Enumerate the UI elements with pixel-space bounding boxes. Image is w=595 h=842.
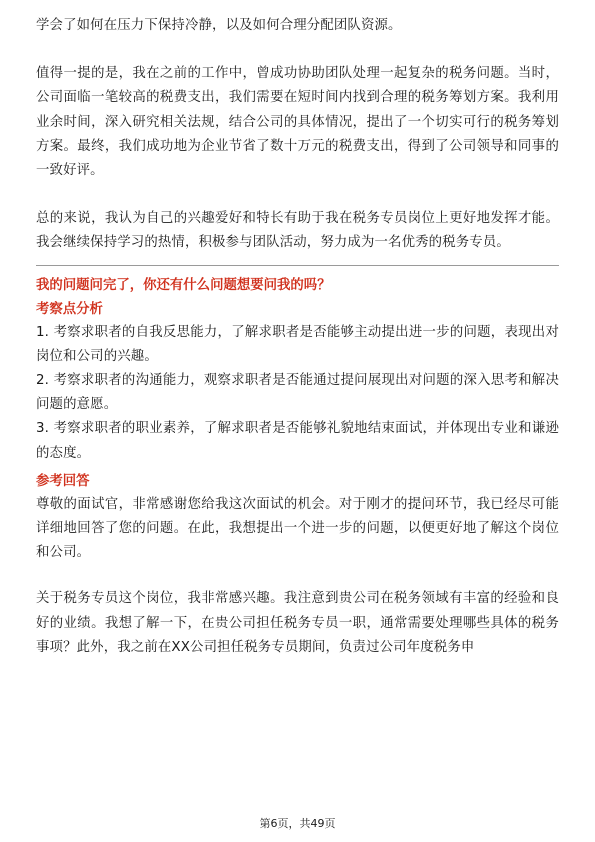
analysis-item: 1. 考察求职者的自我反思能力，了解求职者是否能够主动提出进一步的问题，表现出对岗位和公司的兴趣。 bbox=[36, 324, 559, 364]
paragraph-summary: 总的来说，我认为自己的兴趣爱好和特长有助于我在税务专员岗位上更好地发挥才能。我会继续保持学习的热情，积极参与团队活动，努力成为一名优秀的税务专员。 bbox=[36, 211, 559, 251]
analysis-item: 3. 考察求职者的职业素养，了解求职者是否能够礼貌地结束面试，并体现出专业和谦逊的态度。 bbox=[36, 421, 559, 461]
answer-paragraph: 关于税务专员这个岗位，我非常感兴趣。我注意到贵公司在税务领域有丰富的经验和良好的业绩。我想了解一下，在贵公司担任税务专员一职，通常需要处理哪些具体的税务事项？此外，我之前在XX公司担任税务专员期间，负责过公司年度税务申 bbox=[36, 591, 559, 655]
paragraph-tax-example: 值得一提的是，我在之前的工作中，曾成功协助团队处理一起复杂的税务问题。当时，公司面临一笔较高的税费支出，我们需要在短时间内找到合理的税务筹划方案。我利用业余时间，深入研究相关法规，结合公司的具体情况，提出了一个切实可行的税务筹划方案。最终，我们成功地为企业节省了数十万元的税费支出，得到了公司领导和同事的一致好评。 bbox=[36, 66, 559, 179]
paragraph-intro-end: 学会了如何在压力下保持冷静，以及如何合理分配团队资源。 bbox=[36, 18, 402, 33]
answer-heading: 参考回答 bbox=[36, 473, 90, 489]
analysis-item: 2. 考察求职者的沟通能力，观察求职者是否能通过提问展现出对问题的深入思考和解决问题的意愿。 bbox=[36, 373, 559, 413]
interview-question: 我的问题问完了，你还有什么问题想要问我的吗？ bbox=[36, 277, 331, 293]
page-number: 第6页，共49页 bbox=[259, 817, 336, 830]
analysis-heading: 考察点分析 bbox=[36, 301, 103, 317]
document-page bbox=[36, 14, 559, 660]
answer-paragraph: 尊敬的面试官，非常感谢您给我这次面试的机会。对于刚才的提问环节，我已经尽可能详细地回答了您的问题。在此，我想提出一个进一步的问题，以便更好地了解这个岗位和公司。 bbox=[36, 496, 559, 561]
section-divider bbox=[36, 265, 559, 266]
